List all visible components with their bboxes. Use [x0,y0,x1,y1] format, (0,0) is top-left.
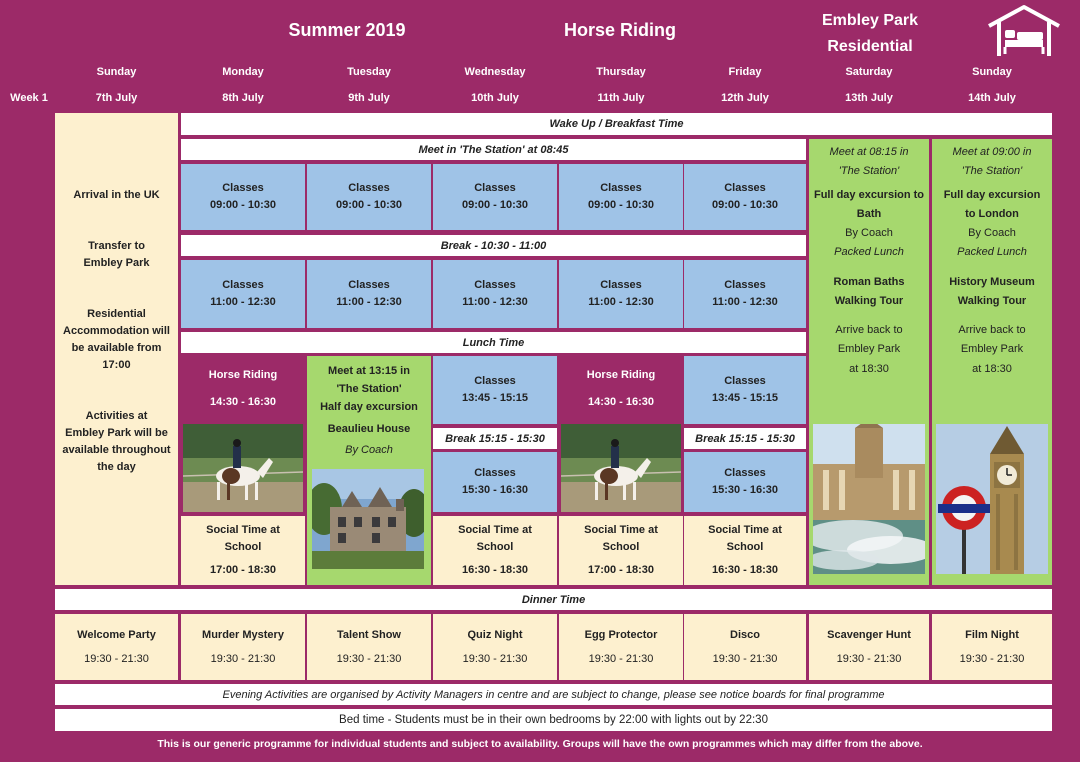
day-name-sat: Saturday [845,66,893,78]
classes-pm2-fri [684,452,806,512]
classes-am1-wed [433,164,557,230]
horse-riding-time: 14:30 - 16:30 [587,396,655,408]
classes-label: Classes [474,278,516,291]
classes-am2-thu [559,260,683,328]
classes-time: 15:30 - 16:30 [461,484,529,496]
day-date-sun2: 14th July [968,92,1016,104]
classes-label: Classes [724,466,766,479]
evening-activities-note: Evening Activities are organised by Activity Managers in centre and are subject to change, please see notice boards for final programme [55,684,1052,705]
day-date-sat: 13th July [845,92,893,104]
social-time: 17:00 - 18:30 [209,563,277,576]
band-break-am: Break - 10:30 - 11:00 [181,235,806,256]
horse-photo-thu [561,424,681,512]
social-line1: Social Time at [458,524,532,537]
classes-time: 11:00 - 12:30 [210,296,276,308]
bedtime-note: Bed time - Students must be in their own bedrooms by 22:00 with lights out by 22:30 [55,709,1052,731]
arrival-activities-b: Embley Park will be [65,427,168,440]
horse-riding-title: Horse Riding [208,368,278,381]
classes-time: 09:00 - 10:30 [209,199,277,211]
classes-pm1-wed [433,356,557,424]
arrival-transfer-b: Embley Park [83,257,150,270]
big-ben-photo [936,424,1048,574]
evening-time: 19:30 - 21:30 [210,653,276,665]
arrival-activities-a: Activities at [85,410,148,423]
band-wake-up: Wake Up / Breakfast Time [181,113,1052,135]
day-name-sun2: Sunday [972,66,1012,78]
sat-back-c: at 18:30 [849,362,889,375]
day-name-fri: Friday [728,66,762,78]
tue-excursion: Half day excursion [320,401,418,414]
social-line1: Social Time at [206,524,280,537]
day-name-tue: Tuesday [347,66,391,78]
classes-label: Classes [724,278,766,291]
classes-time: 11:00 - 12:30 [588,296,654,308]
evening-time: 19:30 - 21:30 [462,653,528,665]
sat-meet-b: 'The Station' [838,165,900,178]
evening-mon [181,614,305,680]
classes-am1-mon [181,164,305,230]
sat-exc-a: Full day excursion to [813,188,925,201]
horse-riding-title: Horse Riding [586,368,656,381]
horse-riding-thu [559,356,683,422]
day-date-sun1: 7th July [95,92,138,104]
classes-time: 09:00 - 10:30 [711,199,779,211]
classes-pm1-fri [684,356,806,424]
footer-disclaimer: This is our generic programme for individual students and subject to availability. Groups will have the own programmes which may differ from the above. [157,738,923,750]
classes-label: Classes [600,181,642,194]
social-time: 17:00 - 18:30 [587,563,655,576]
sun2-tour-a: History Museum [949,275,1035,288]
centre-title-line1: Embley Park [821,12,919,29]
week-label: Week 1 [10,92,48,104]
social-fri [684,516,806,585]
classes-label: Classes [222,278,264,291]
evening-name: Film Night [965,628,1019,641]
arrival-column [55,113,178,585]
classes-time: 09:00 - 10:30 [461,199,529,211]
classes-am1-tue [307,164,431,230]
evening-time: 19:30 - 21:30 [836,653,902,665]
classes-time: 11:00 - 12:30 [712,296,778,308]
day-name-mon: Monday [222,66,264,78]
sat-tour-a: Roman Baths [833,275,905,288]
sat-meet-a: Meet at 08:15 in [829,146,909,158]
classes-label: Classes [474,181,516,194]
classes-label: Classes [724,181,766,194]
evening-time: 19:30 - 21:30 [336,653,402,665]
classes-am2-tue [307,260,431,328]
sat-lunch: Packed Lunch [834,246,904,259]
classes-label: Classes [724,374,766,387]
evening-name: Welcome Party [77,628,156,641]
horse-riding-mon [181,356,305,422]
band-dinner: Dinner Time [55,589,1052,610]
classes-time: 11:00 - 12:30 [336,296,402,308]
social-line1: Social Time at [584,524,658,537]
centre-title-line2: Residential [827,38,913,55]
social-line2: School [476,541,514,554]
evening-name: Scavenger Hunt [827,628,911,641]
evening-time: 19:30 - 21:30 [712,653,778,665]
classes-label: Classes [222,181,264,194]
sat-back-b: Embley Park [837,343,901,356]
beaulieu-house-photo [312,469,424,569]
social-thu [559,516,683,585]
day-date-tue: 9th July [348,92,390,104]
tue-transport: By Coach [345,443,393,456]
classes-label: Classes [600,278,642,291]
term-title: Summer 2019 [288,20,406,40]
evening-sun1 [55,614,178,680]
social-line2: School [224,541,262,554]
classes-label: Classes [348,181,390,194]
sun2-lunch: Packed Lunch [957,246,1027,259]
social-time: 16:30 - 18:30 [461,563,529,576]
classes-am1-fri [684,164,806,230]
sat-tour-b: Walking Tour [834,294,904,307]
tue-place: Beaulieu House [327,423,411,436]
sat-coach: By Coach [845,227,893,239]
social-line2: School [726,541,764,554]
classes-am2-wed [433,260,557,328]
evening-time: 19:30 - 21:30 [959,653,1025,665]
arrival-accom-d: 17:00 [102,359,131,372]
evening-sat [809,614,929,680]
evening-name: Egg Protector [584,628,658,641]
classes-pm2-wed [433,452,557,512]
day-name-thu: Thursday [596,66,646,78]
centre-title [800,8,940,60]
sun2-coach: By Coach [968,227,1016,239]
social-mon [181,516,305,585]
day-name-sun1: Sunday [96,66,137,78]
classes-time: 13:45 - 15:15 [461,392,529,404]
day-date-fri: 12th July [721,92,769,104]
evening-name: Murder Mystery [202,628,284,641]
house-bed-icon [985,4,1063,60]
programme-title: Horse Riding [563,20,676,40]
band-meet-station: Meet in 'The Station' at 08:45 [181,139,806,160]
arrival-uk: Arrival in the UK [73,189,160,201]
evening-wed [433,614,557,680]
arrival-activities-c: available throughout [62,444,171,457]
arrival-accom-c: be available from [71,342,162,355]
day-date-mon: 8th July [222,92,264,104]
social-line1: Social Time at [708,524,782,537]
sun2-back-b: Embley Park [960,343,1024,356]
classes-time: 11:00 - 12:30 [462,296,528,308]
evening-sun2 [932,614,1052,680]
social-wed [433,516,557,585]
sat-back-a: Arrive back to [835,324,903,336]
arrival-accom-a: Residential [87,308,146,321]
roman-baths-photo [813,424,925,574]
horse-riding-time: 14:30 - 16:30 [209,396,277,408]
band-break-pm-fri: Break 15:15 - 15:30 [684,428,806,449]
classes-label: Classes [474,466,516,479]
classes-time: 15:30 - 16:30 [711,484,779,496]
evening-time: 19:30 - 21:30 [588,653,654,665]
sat-exc-b: Bath [856,207,882,220]
classes-label: Classes [474,374,516,387]
day-date-thu: 11th July [597,92,645,104]
classes-time: 09:00 - 10:30 [335,199,403,211]
band-break-pm-wed: Break 15:15 - 15:30 [433,428,557,449]
band-lunch: Lunch Time [181,332,806,353]
sun2-meet-a: Meet at 09:00 in [952,146,1032,158]
tue-meet-b: 'The Station' [336,383,402,396]
sun2-meet-b: 'The Station' [961,165,1023,178]
sun2-exc-a: Full day excursion [943,188,1041,201]
evening-thu [559,614,683,680]
evening-name: Talent Show [337,628,401,641]
day-date-wed: 10th July [471,92,519,104]
classes-am1-thu [559,164,683,230]
day-name-wed: Wednesday [464,66,526,78]
sun2-back-a: Arrive back to [958,324,1026,336]
evening-name: Quiz Night [467,628,523,641]
classes-am2-fri [684,260,806,328]
horse-photo-mon [183,424,303,512]
sun2-back-c: at 18:30 [972,362,1012,375]
social-time: 16:30 - 18:30 [711,563,779,576]
arrival-activities-d: the day [97,461,136,474]
classes-am2-mon [181,260,305,328]
social-line2: School [602,541,640,554]
evening-fri [684,614,806,680]
evening-tue [307,614,431,680]
evening-name: Disco [730,628,760,641]
arrival-accom-b: Accommodation will [63,325,170,338]
sun2-tour-b: Walking Tour [957,294,1027,307]
evening-time: 19:30 - 21:30 [84,653,149,665]
classes-label: Classes [348,278,390,291]
arrival-transfer-a: Transfer to [88,240,145,253]
tue-meet-a: Meet at 13:15 in [328,365,410,377]
sun2-exc-b: to London [965,207,1019,220]
classes-time: 13:45 - 15:15 [711,392,779,404]
classes-time: 09:00 - 10:30 [587,199,655,211]
